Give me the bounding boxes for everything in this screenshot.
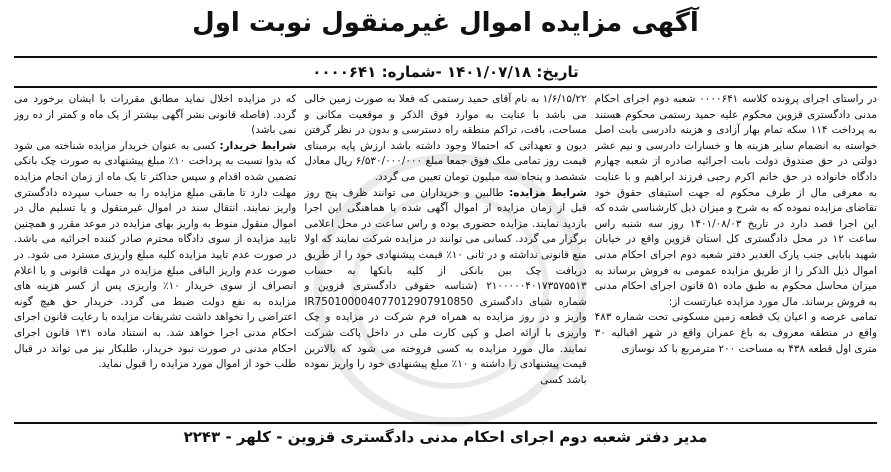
bottom-divider <box>14 422 877 424</box>
section-heading: شرایط مزایده: <box>509 186 587 199</box>
section-heading: شرایط خریدار: <box>219 139 297 152</box>
paragraph: ۱/۶/۱۵/۲۲ به نام آقای حمید رستمی که فعلا به صورت زمین خالی می باشد با عنایت به موارد فوق الذکر و موقعیت مکانی و مساحت، بافت، تراکم منطقه راه دسترسی و بدون در نظر گرفتن دیون و تعهداتی که احتمالا وجود داشته باشد ارزش پایه برمبنای قیمت روز تمامی ملک فوق جمعا مبلغ ۶/۵۳۰/۰۰۰/۰۰۰ ریال معادل ششصد و پنجاه سه میلیون تومان تعیین می گردد. <box>304 93 587 183</box>
paragraph-with-heading <box>304 186 586 389</box>
body-columns <box>14 92 877 418</box>
signature-line: مدیر دفتر شعبه دوم اجرای احکام مدنی دادگستری قزوین - کلهر - ۲۲۴۳ <box>183 428 708 446</box>
date-number-line: تاریخ: ۱۴۰۱/۰۷/۱۸ -شماره: ۰۰۰۰۶۴۱ <box>312 63 579 81</box>
notice-title: آگهی مزایده اموال غیرمنقول نوبت اول <box>192 8 699 38</box>
middle-divider <box>14 86 877 88</box>
top-divider <box>14 56 877 58</box>
paragraph: کسی به عنوان خریدار مزایده شناخته می شود که بدوا نسبت به پرداخت ۱۰٪ مبلغ پیشنهادی به صورت چک بانکی تضمین شده اقدام و سپس حداکثر تا یک ماه از زمان انجام مزایده مهلت دارد تا مابقی مبلغ مزایده را به حساب سپرده دادگستری واریز نمایند. انتقال سند در اموال غیرمنقول و یا تسلیم مال در اموال منقول منوط به واریز بهای مزایده در موعد مقرر و همچنین تایید مزایده از سوی دادگاه محترم صادر کننده اجرائیه می باشد. در صورت عدم تایید مزایده کلیه مبلغ واریزی مسترد می شود. در صورت عدم واریز الباقی مبلغ مزایده در مهلت قانونی و یا اعلام انصراف از سوی خریدار ۱۰٪ واریزی پس از کسر هزینه های مزایده به نفع دولت ضبط می گردد. خریدار حق هیچ گونه اعتراضی را نخواهد داشت تشریفات مزایده با رعایت قانون اجرای احکام مدنی اجرا خواهد شد. به استناد ماده ۱۳۱ قانون اجرای احکام مدنی در صورت نبود خریدار، طلبکار نیز می تواند در قبال طلب خود از اموال مورد مزایده را قبول نماید. <box>14 139 297 371</box>
paragraph: که در مزایده اخلال نماید مطابق مقررات با ایشان برخورد می گردد. (فاصله قانونی نشر آگهی بیشتر از یک ماه و کمتر از ده روز نمی باشد) <box>14 93 297 137</box>
paragraph: تمامی عرصه و اعیان یک قطعه زمین مسکونی تحت شماره ۴۸۳ واقع در منطقه معروف به باغ عمران واقع در شهر اقبالیه ۳۰ متری اول قطعه ۴۳۸ به مساحت ۲۰۰ مترمربع با کد نوسازی <box>594 311 877 355</box>
column-middle <box>304 92 586 418</box>
column-right <box>595 92 877 418</box>
column-left <box>14 92 296 418</box>
paragraph: در راستای اجرای پرونده کلاسه ۰۰۰۰۶۴۱ شعبه دوم اجرای احکام مدنی دادگستری قزوین محکوم علیه حمید رستمی محکوم هستند به پرداخت ۱۱۴ سکه تمام بهار آزادی و هزینه دادرسی بابت اصل خواسته به انضمام سایر هزینه ها و خسارات دادرسی و نیم عشر دولتی در حق صندوق دولت بابت اجرائیه صادره از شعبه چهارم دادگاه خانواده در حق خانم اکرم رجبی فرزند ابراهیم و با عنایت به معرفی مال از طرف محکوم له جهت استیفای حقوق خود تقاضای مزایده نموده که به شرح و میزان ذیل کارشناسی شده که این اجرا قصد دارد در تاریخ ۱۴۰۱/۰۸/۰۳ روز سه شنبه راس ساعت ۱۲ در محل دادگستری کل استان قزوین واقع در خیابان شهید بابایی جنب پارک الغدیر دفتر شعبه دوم اجرای احکام مدنی اموال ذیل الذکر را از طریق مزایده عمومی به فروش برساند به میزان محاسل محکوم به طبق ماده ۵۱ قانون اجرای احکام مدنی به فروش برساند. مال مورد مزایده عبارتست از: <box>594 93 877 308</box>
paragraph-with-heading <box>14 139 296 373</box>
paragraph: طالبین و خریداران می توانند ظرف پنج روز قبل از زمان مزایده از اموال آگهی شده با هماهنگی این اجرا بازدید نمایند. مزایده حضوری بوده و راس ساعت در محل اعلامی برگزار می گردد. کسانی می توانند در مزایده شرکت نمایند که اولا منع قانونی نداشته و در ثانی ۱۰٪ قیمت پیشنهادی خود را از طریق دریافت چک بین بانکی از کلیه بانکها به حساب ۲۱۰۰۰۰۰۴۰۱۷۳۵۷۵۵۱۳ (شناسه حقوقی دادگستری قزوین و شماره شبای دادگستری IR750100004077012907910850 واریز و در روز مزایده به همراه فرم شرکت در مزایده و چک واریزی با ارائه اصل و کپی کارت ملی در داخل پاکت شرکت نمایند. مال مورد مزایده به کسی فروخته می شود که بالاترین قیمت پیشنهادی را داشته و ۱۰٪ مبلغ پیشنهادی خود را واریز نموده باشد کسی <box>304 186 587 386</box>
